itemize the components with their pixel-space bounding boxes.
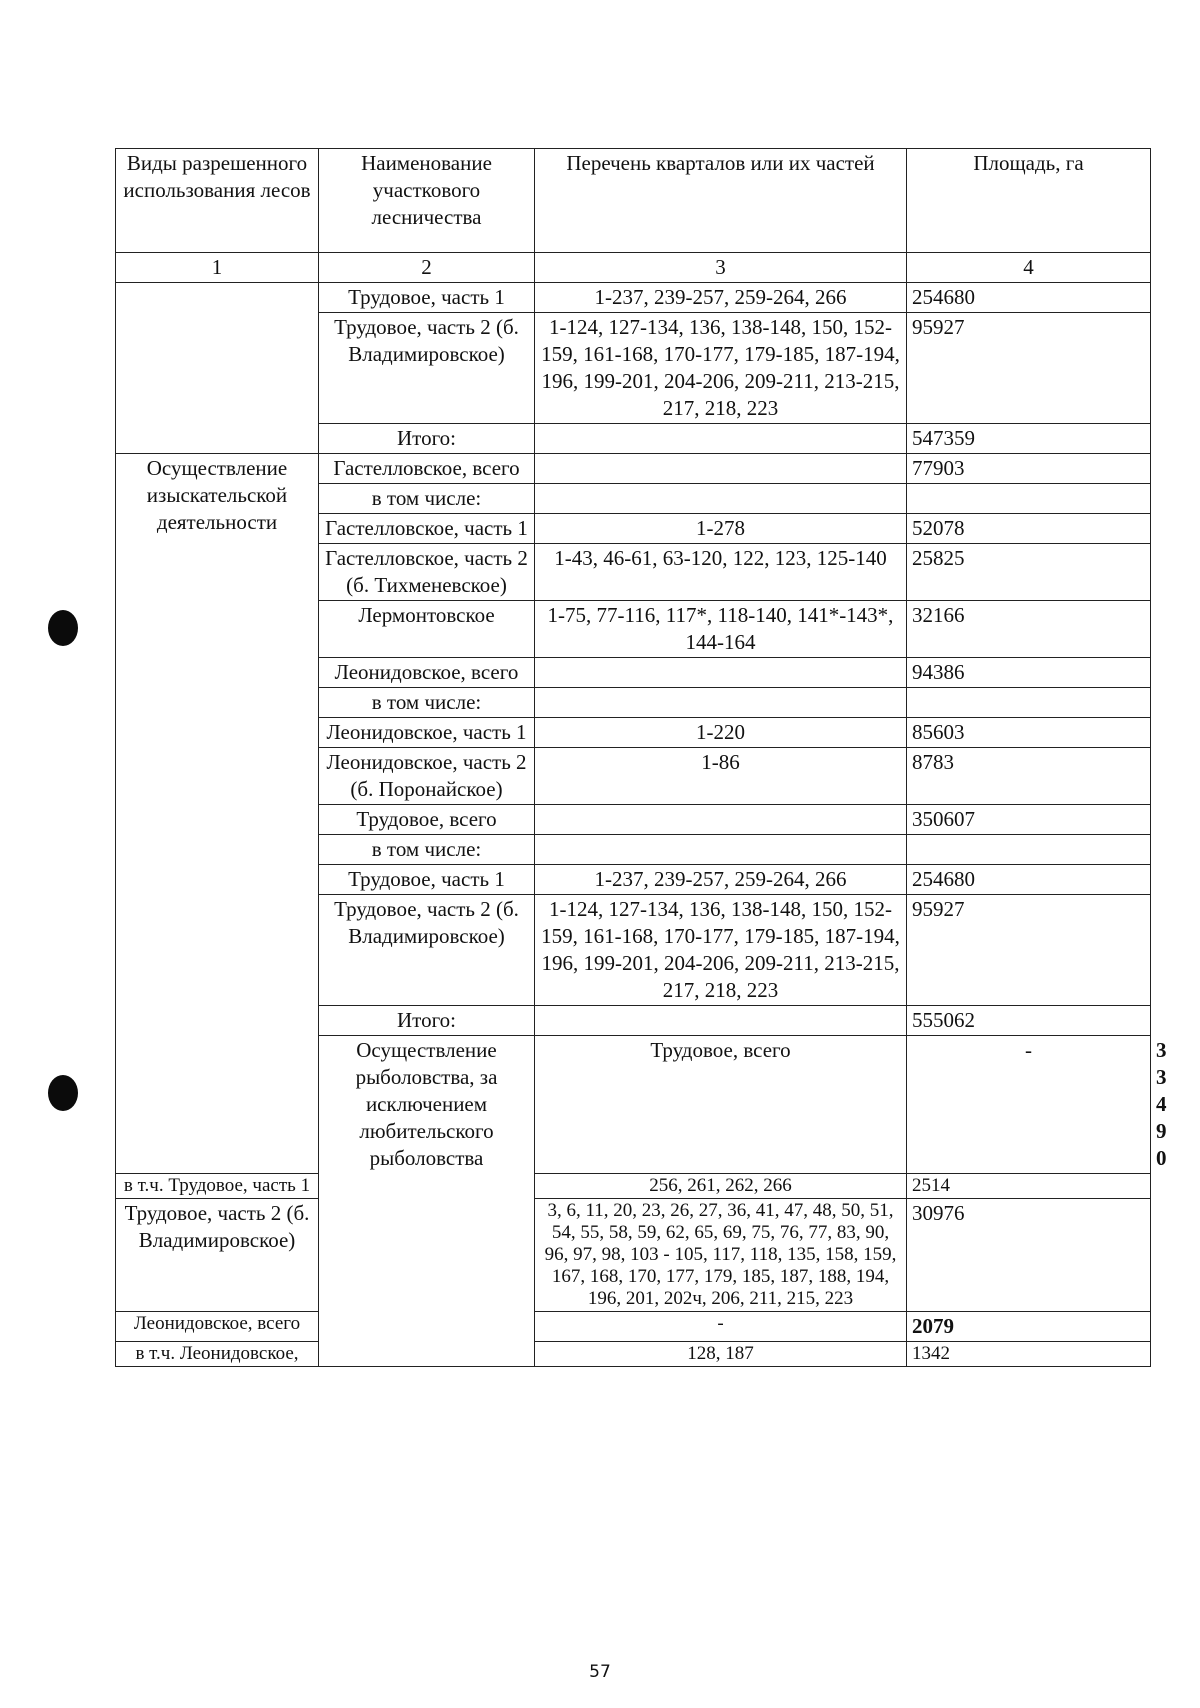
- forestry-name: в том числе:: [319, 484, 535, 514]
- quarters-list: [535, 805, 907, 835]
- forestry-name: в том числе:: [319, 688, 535, 718]
- quarters-list: -: [535, 1312, 907, 1342]
- header-row: [116, 149, 1151, 253]
- punch-hole: [48, 1075, 78, 1111]
- area-value: 25825: [907, 544, 1151, 601]
- area-value: [907, 484, 1151, 514]
- quarters-list: 1-124, 127-134, 136, 138-148, 150, 152-159, 161-168, 170-177, 179-185, 187-194, 196, 199-201, 204-206, 209-211, 213-215, 217, 218, 223: [535, 895, 907, 1006]
- forestry-name: Трудовое, часть 1: [319, 865, 535, 895]
- header-col1: Виды разрешенного использования лесов: [116, 149, 319, 253]
- quarters-list: 1-220: [535, 718, 907, 748]
- forestry-name: Лермонтовское: [319, 601, 535, 658]
- header-col3: Перечень кварталов или их частей: [535, 149, 907, 253]
- area-value: 95927: [907, 895, 1151, 1006]
- col-number: 2: [319, 253, 535, 283]
- total-label: Итого:: [319, 1006, 535, 1036]
- forestry-name: Леонидовское, всего: [319, 658, 535, 688]
- quarters-list: 1-237, 239-257, 259-264, 266: [535, 283, 907, 313]
- area-value: 2079: [907, 1312, 1151, 1342]
- area-value: 94386: [907, 658, 1151, 688]
- table-row: [116, 1174, 1151, 1199]
- area-value: 254680: [907, 865, 1151, 895]
- quarters-list: 1-43, 46-61, 63-120, 122, 123, 125-140: [535, 544, 907, 601]
- quarters-list: [535, 688, 907, 718]
- area-value: 77903: [907, 454, 1151, 484]
- area-value: 32166: [907, 601, 1151, 658]
- table-row: [116, 1342, 1151, 1367]
- quarters-list: 1-237, 239-257, 259-264, 266: [535, 865, 907, 895]
- forest-use-table: [115, 148, 1167, 1367]
- total-label: Итого:: [319, 424, 535, 454]
- area-value: 1342: [907, 1342, 1151, 1367]
- quarters-list: 256, 261, 262, 266: [535, 1174, 907, 1199]
- forestry-name: Трудовое, часть 2 (б. Владимировское): [319, 313, 535, 424]
- forestry-name: Гастелловское, часть 1: [319, 514, 535, 544]
- forestry-name: в т.ч. Леонидовское,: [116, 1342, 319, 1367]
- table-row: [116, 1199, 1151, 1312]
- forestry-name: Гастелловское, всего: [319, 454, 535, 484]
- use-type-cell: Осуществление изыскательской деятельности: [116, 454, 319, 1174]
- quarters-list: [535, 424, 907, 454]
- punch-hole: [48, 610, 78, 646]
- quarters-list: [535, 454, 907, 484]
- table-row: Осуществление рыболовства, за исключением любительского рыболовства Трудовое, всего - 33490: [116, 1036, 1151, 1174]
- area-value: 2514: [907, 1174, 1151, 1199]
- header-col4: Площадь, га: [907, 149, 1151, 253]
- quarters-list: 3, 6, 11, 20, 23, 26, 27, 36, 41, 47, 48, 50, 51, 54, 55, 58, 59, 62, 65, 69, 75, 76, 77, 83, 90, 96, 97, 98, 103 - 105, 117, 118, 135, 158, 159, 167, 168, 170, 177, 179, 185, 187, 188, 194, 196, 201, 202ч, 206, 211, 215, 223: [535, 1199, 907, 1312]
- quarters-list: [535, 484, 907, 514]
- forestry-name: Леонидовское, часть 2 (б. Поронайское): [319, 748, 535, 805]
- quarters-list: [535, 835, 907, 865]
- area-value: [907, 835, 1151, 865]
- area-value: [907, 688, 1151, 718]
- total-value: 555062: [907, 1006, 1151, 1036]
- forestry-name: в том числе:: [319, 835, 535, 865]
- forestry-name: Трудовое, часть 2 (б. Владимировское): [319, 895, 535, 1006]
- quarters-list: 1-278: [535, 514, 907, 544]
- forestry-name: Трудовое, часть 2 (б. Владимировское): [116, 1199, 319, 1312]
- quarters-list: [535, 1006, 907, 1036]
- quarters-list: [535, 658, 907, 688]
- quarters-list: 1-86: [535, 748, 907, 805]
- table-row: [116, 1312, 1151, 1342]
- area-value: 95927: [907, 313, 1151, 424]
- forestry-name: в т.ч. Трудовое, часть 1: [116, 1174, 319, 1199]
- use-type-cell: [116, 283, 319, 454]
- forestry-name: Трудовое, часть 1: [319, 283, 535, 313]
- forestry-name: Трудовое, всего: [535, 1036, 907, 1174]
- use-type-cell: Осуществление рыболовства, за исключением любительского рыболовства: [319, 1036, 535, 1367]
- page-number: 57: [589, 1662, 611, 1682]
- header-col2: Наименование участкового лесничества: [319, 149, 535, 253]
- table-row: [116, 283, 1151, 313]
- area-value: 85603: [907, 718, 1151, 748]
- table-row: [116, 454, 1151, 484]
- quarters-list: 1-75, 77-116, 117*, 118-140, 141*-143*, 144-164: [535, 601, 907, 658]
- forestry-name: Гастелловское, часть 2 (б. Тихменевское): [319, 544, 535, 601]
- col-number: 3: [535, 253, 907, 283]
- col-number: 4: [907, 253, 1151, 283]
- area-value: 254680: [907, 283, 1151, 313]
- quarters-list: 1-124, 127-134, 136, 138-148, 150, 152-159, 161-168, 170-177, 179-185, 187-194, 196, 199-201, 204-206, 209-211, 213-215, 217, 218, 223: [535, 313, 907, 424]
- col-number: 1: [116, 253, 319, 283]
- quarters-list: 128, 187: [535, 1342, 907, 1367]
- column-number-row: [116, 253, 1151, 283]
- area-value: 350607: [907, 805, 1151, 835]
- forestry-name: Трудовое, всего: [319, 805, 535, 835]
- total-value: 547359: [907, 424, 1151, 454]
- area-value: 8783: [907, 748, 1151, 805]
- forestry-name: Леонидовское, всего: [116, 1312, 319, 1342]
- area-value: 52078: [907, 514, 1151, 544]
- area-value: 30976: [907, 1199, 1151, 1312]
- forestry-name: Леонидовское, часть 1: [319, 718, 535, 748]
- quarters-list: -: [907, 1036, 1151, 1174]
